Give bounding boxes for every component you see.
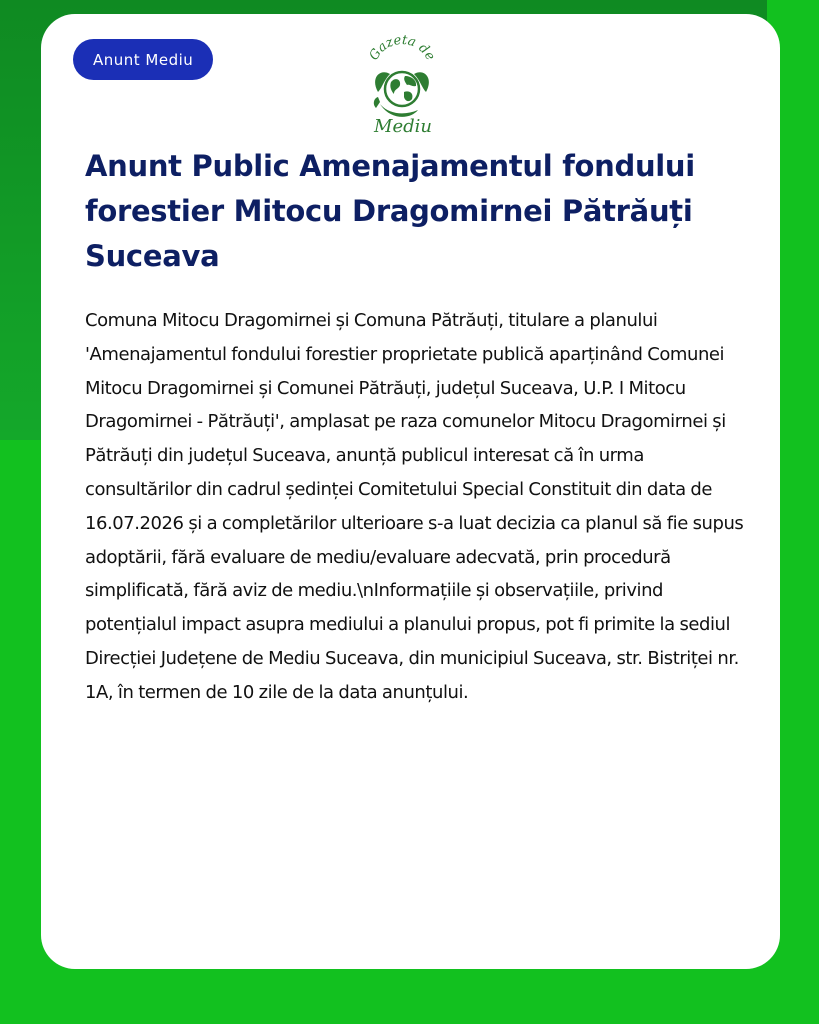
category-badge[interactable]	[73, 39, 213, 80]
article-body: Comuna Mitocu Dragomirnei și Comuna Pătrăuți, titulare a planului 'Amenajamentul fondului forestier proprietate publică aparținând Comunei Mitocu Dragomirnei și Comunei Pătrăuți, județul Suceava, U.P. I Mitocu Dragomirnei - Pătrăuți', amplasat pe raza comunelor Mitocu Dragomirnei și Pătrăuți din județul Suceava, anunță publicul interesat că în urma consultărilor din cadrul ședinței Comitetului Special Constituit din data de 16.07.2026 și a completărilor ulterioare s-a luat decizia ca planul să fie supus adoptării, fără evaluare de mediu/evaluare adecvată, prin procedură simplificată, fără aviz de mediu.\nInformațiile și observațiile, privind potențialul impact asupra mediului a planului propus, pot fi primite la sediul Direcției Județene de Mediu Suceava, din municipiul Suceava, str. Bistriței nr. 1A, în termen de 10 zile de la data anunțului.	[85, 310, 744, 703]
announcement-card	[41, 14, 780, 969]
globe-leaf-icon	[374, 72, 429, 117]
category-badge-label: Anunt Mediu	[93, 50, 194, 69]
article-title: Anunt Public Amenajamentul fondului forestier Mitocu Dragomirnei Pătrăuți Suceava	[85, 149, 695, 273]
logo-line1: Gazeta de	[366, 34, 438, 64]
logo-line2: Mediu	[374, 116, 432, 137]
gazeta-de-mediu-logo	[360, 34, 444, 138]
